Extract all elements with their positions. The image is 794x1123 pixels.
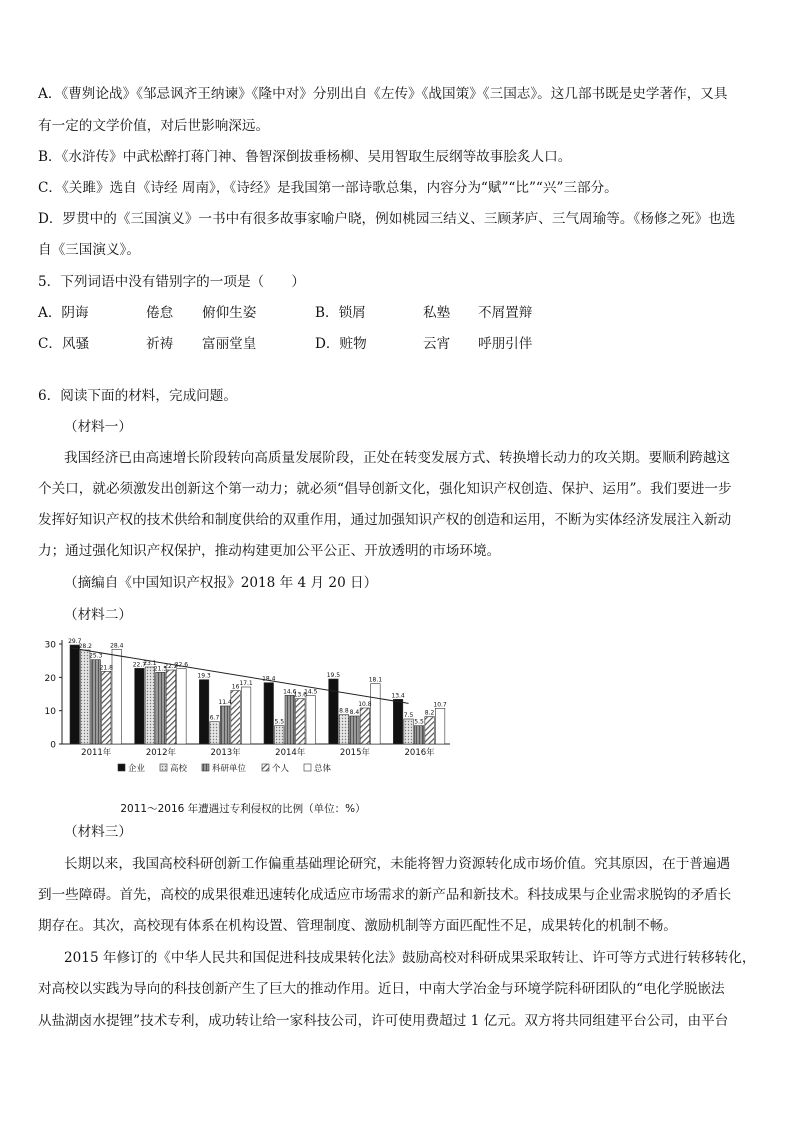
data-label: 13.6: [293, 691, 307, 699]
bar-企业-2014年: [264, 683, 274, 744]
x-tick-label: 2013年: [210, 748, 241, 758]
material-3-line4: 2015 年修订的《中华人民共和国促进科技成果转化法》鼓励高校对科研成果采取转让、许可等方式进行转移转化，: [64, 950, 756, 966]
material-3-line6: 从盐湖卤水提锂”技术专利，成功转让给一家科技公司，许可使用费超过 1 亿元。双方将共同组建平台公司，由平台: [38, 1013, 729, 1029]
data-label: 18.1: [368, 676, 383, 684]
bar-总体-2014年: [306, 696, 316, 744]
bar-总体-2016年: [435, 708, 445, 744]
legend-swatch: [304, 764, 311, 771]
legend-label: 个人: [272, 764, 290, 774]
data-label: 10.7: [433, 701, 447, 709]
legend-label: 科研单位: [212, 764, 247, 774]
q5-option-b-word2: 私塾: [423, 305, 451, 321]
data-label: 14.6: [283, 688, 297, 696]
data-label: 8.2: [424, 709, 435, 717]
q5-option-c-word2: 祈祷: [146, 336, 174, 352]
bar-高校-2015年: [339, 715, 349, 744]
chart-title: 2011～2016 年遭遇过专利侵权的比例（单位：%）: [120, 803, 366, 815]
data-label: 6.7: [209, 714, 220, 722]
bar-总体-2012年: [177, 669, 187, 744]
material-3-line3: 期存在。其次，高校现有体系在机构设置、管理制度、激励机制等方面匹配性不足，成果转化的机制不畅。: [38, 918, 677, 934]
legend-swatch: [160, 764, 167, 771]
patent-infringement-chart: [38, 636, 468, 826]
data-label: 5.5: [274, 718, 285, 726]
data-label: 29.7: [68, 638, 82, 645]
material-3-line2: 到一些障碍。首先，高校的成果很难迅速转化成适应市场需求的新产品和新技术。科技成果与企业需求脱钩的矛盾长: [38, 887, 732, 903]
bar-高校-2012年: [145, 667, 155, 744]
bar-科研单位-2012年: [156, 672, 166, 744]
legend-label: 高校: [170, 764, 188, 774]
q5-option-d-word1: D．赃物: [315, 336, 367, 352]
q4-option-a-line2: 有一定的文学价值，对后世影响深远。: [38, 118, 270, 134]
data-label: 11.4: [218, 699, 232, 706]
q5-option-d-word3: 呼朋引伴: [478, 336, 533, 352]
data-label: 13.4: [391, 692, 405, 700]
data-label: 19.5: [326, 672, 341, 679]
data-label: 16: [231, 683, 240, 691]
data-label: 17.1: [239, 680, 253, 687]
y-tick-label: 10: [44, 707, 56, 718]
material-2-title: （材料二）: [64, 607, 132, 623]
data-label: 18.4: [262, 675, 276, 683]
q5-stem: 5．下列词语中没有错别字的一项是（ ）: [38, 274, 305, 290]
data-label: 23.1: [143, 660, 157, 667]
bar-科研单位-2011年: [91, 660, 101, 744]
bar-企业-2015年: [329, 679, 339, 744]
data-label: 7.5: [403, 712, 414, 719]
legend-label: 总体: [314, 764, 332, 774]
bar-企业-2013年: [199, 680, 209, 744]
legend-swatch: [118, 764, 125, 771]
q5-option-b-word3: 不屑置辩: [478, 305, 533, 321]
material-1-line3: 发挥好知识产权的技术供给和制度供给的双重作用，通过加强知识产权的创造和运用，不断为实体经济发展注入新动: [38, 512, 732, 528]
x-tick-label: 2011年: [81, 748, 112, 758]
data-label: 21.8: [99, 664, 113, 672]
q5-option-b-word1: B．锁屑: [315, 305, 366, 321]
bar-个人-2012年: [166, 670, 176, 744]
bar-高校-2014年: [275, 726, 285, 744]
x-tick-label: 2016年: [404, 748, 435, 758]
bar-科研单位-2014年: [285, 695, 295, 744]
q4-option-d-line2: 自《三国演义》。: [38, 242, 140, 258]
q4-option-d-line1: D．罗贯中的《三国演义》一书中有很多故事家喻户晓，例如桃园三结义、三顾茅庐、三气周瑜等。《杨修之死》也选: [38, 211, 736, 227]
material-1-line1: 我国经济已由高速增长阶段转向高质量发展阶段，正处在转变发展方式、转换增长动力的攻关期。要顺利跨越这: [64, 450, 731, 466]
bar-企业-2011年: [70, 645, 80, 744]
material-1-title: （材料一）: [64, 419, 132, 435]
bar-科研单位-2016年: [414, 726, 424, 744]
data-label: 22.6: [174, 661, 189, 669]
data-label: 10.8: [358, 701, 372, 708]
material-3-title: （材料三）: [64, 824, 132, 840]
bar-个人-2016年: [425, 717, 435, 744]
bar-个人-2013年: [231, 691, 241, 744]
material-1-line2: 个关口，就必须激发出创新这个第一动力；就必须“倡导创新文化，强化知识产权创造、保护、运用”。我们要进一步: [38, 481, 732, 497]
q5-option-c-word1: C．风骚: [38, 336, 90, 352]
legend-swatch: [262, 764, 269, 771]
y-tick-label: 20: [44, 673, 56, 684]
data-label: 8.4: [349, 709, 360, 716]
data-label: 28.4: [110, 642, 124, 650]
data-label: 25.3: [89, 652, 103, 660]
bar-高校-2016年: [404, 719, 414, 744]
q5-option-a-word3: 俯仰生姿: [202, 305, 257, 321]
data-label: 14.5: [304, 688, 318, 696]
q5-option-d-word2: 云宵: [423, 336, 451, 352]
material-3-line1: 长期以来，我国高校科研创新工作偏重基础理论研究，未能将智力资源转化成市场价值。究其原因，在于普遍遇: [64, 856, 731, 872]
data-label: 8.8: [339, 707, 349, 715]
bar-高校-2013年: [210, 722, 220, 744]
legend-swatch: [202, 764, 209, 771]
legend-label: 企业: [128, 764, 146, 774]
bar-个人-2014年: [296, 699, 306, 744]
bar-科研单位-2013年: [220, 706, 230, 744]
q4-option-c: C．《关雎》选自《诗经 周南》，《诗经》是我国第一部诗歌总集，内容分为“赋”“比”“兴”三部分。: [38, 180, 618, 196]
q6-stem: 6．阅读下面的材料，完成问题。: [38, 388, 237, 404]
x-tick-label: 2014年: [275, 748, 306, 758]
bar-个人-2015年: [360, 708, 370, 744]
data-label: 22.7: [132, 661, 147, 669]
data-label: 19.3: [197, 672, 211, 680]
bar-总体-2011年: [112, 649, 122, 744]
x-tick-label: 2015年: [339, 748, 370, 758]
q4-option-b: B．《水浒传》中武松醉打蒋门神、鲁智深倒拔垂杨柳、吴用智取生辰纲等故事脍炙人口。: [38, 149, 572, 165]
bar-高校-2011年: [81, 650, 91, 744]
q5-option-c-word3: 富丽堂皇: [202, 336, 257, 352]
bar-总体-2015年: [371, 684, 381, 744]
material-1-source: （摘编自《中国知识产权报》2018 年 4 月 20 日）: [64, 575, 378, 591]
bar-总体-2013年: [241, 687, 251, 744]
q5-option-a-word1: A．阴诲: [38, 305, 89, 321]
bar-企业-2016年: [393, 699, 403, 744]
bar-科研单位-2015年: [350, 716, 360, 744]
data-label: 5.5: [414, 718, 424, 726]
q4-option-a-line1: A．《曹刿论战》《邹忌讽齐王纳谏》《隆中对》分别出自《左传》《战国策》《三国志》。这几部书既是史学著作，又具: [38, 86, 728, 102]
material-1-line4: 力；通过强化知识产权保护，推动构建更加公平公正、开放透明的市场环境。: [38, 543, 501, 559]
y-tick-label: 0: [50, 740, 56, 751]
material-3-line5: 对高校以实践为导向的科技创新产生了巨大的推动作用。近日，中南大学冶金与环境学院科研团队的“电化学脱嵌法: [38, 981, 725, 997]
data-label: 22.2: [164, 663, 178, 670]
data-label: 21.5: [153, 665, 168, 673]
data-label: 28.2: [78, 643, 92, 650]
y-tick-label: 30: [44, 640, 56, 651]
x-tick-label: 2012年: [145, 748, 176, 758]
q5-option-a-word2: 倦怠: [146, 305, 174, 321]
bar-企业-2012年: [135, 668, 145, 744]
bar-个人-2011年: [102, 671, 112, 744]
